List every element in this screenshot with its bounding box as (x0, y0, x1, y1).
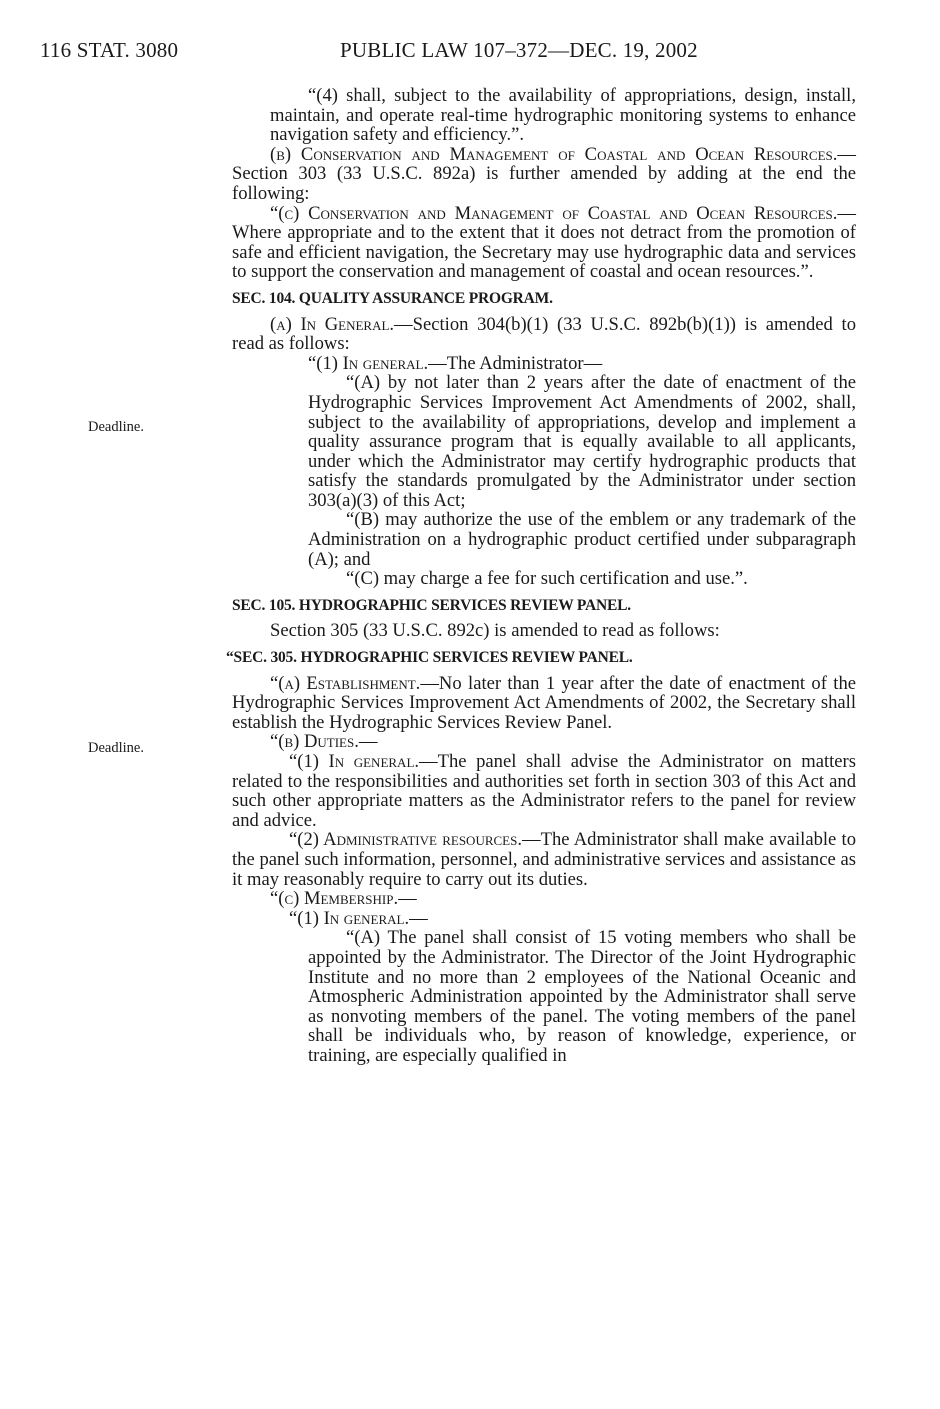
subsection-heading: “(1) In general. (289, 751, 420, 772)
paragraph (232, 204, 856, 282)
paragraph (232, 145, 856, 204)
paragraph (232, 674, 856, 733)
paragraph: “(B) may authorize the use of the emblem or any trademark of the Administration on a hydrographic product certified under subparagraph (A); and (308, 509, 856, 570)
paragraph (232, 752, 856, 830)
subsection-heading: “(1) In general. (308, 352, 429, 374)
section-heading: “SEC. 305. HYDROGRAPHIC SERVICES REVIEW PANEL. (226, 649, 633, 667)
subsection-heading: “(c) Conservation and Management of Coastal and Ocean Resources. (270, 202, 838, 224)
paragraph: “(C) may charge a fee for such certification and use.”. (346, 568, 748, 590)
document-body (226, 85, 856, 1066)
public-law-citation: PUBLIC LAW 107–372—DEC. 19, 2002 (340, 38, 698, 62)
paragraph (232, 732, 856, 752)
paragraph (232, 315, 856, 354)
subsection-heading: “(c) Membership. (270, 888, 399, 910)
paragraph: “(4) shall, subject to the availability of appropriations, design, install, maintain, and operate real-time hydrographic monitoring systems to enhance navigation safety and efficiency.”. (270, 85, 856, 146)
paragraph (232, 354, 856, 374)
paragraph-text: —The panel shall advise the Administrator on matters related to the responsibilities and authorities set forth in section 303 of this Act and such other appropriate matters as the Administrator refers to the panel for review and advice. (232, 751, 856, 831)
subsection-heading: (b) Conservation and Management of Coastal and Ocean Resources. (270, 143, 838, 165)
paragraph (232, 889, 856, 909)
paragraph-text: — (398, 888, 417, 910)
paragraph-text: —The Administrator— (428, 352, 603, 374)
paragraph-text: —Where appropriate and to the extent that it does not detract from the promotion of safe and efficient navigation, the Secretary may use hydrographic data and services to support the conservation and management of coastal and ocean resources.”. (232, 202, 856, 283)
paragraph-text: —Section 303 (33 U.S.C. 892a) is further amended by adding at the end the following: (232, 143, 856, 204)
margin-note-deadline: Deadline. (88, 740, 144, 756)
margin-note-deadline: Deadline. (88, 419, 144, 435)
paragraph (232, 909, 856, 929)
paragraph-text: —Section 304(b)(1) (33 U.S.C. 892b(b)(1)) is amended to read as follows: (232, 313, 856, 355)
paragraph: Section 305 (33 U.S.C. 892c) is amended to read as follows: (270, 620, 720, 642)
subsection-heading: (a) In General. (270, 313, 395, 335)
paragraph-text: — (409, 907, 428, 929)
paragraph: “(A) The panel shall consist of 15 voting members who shall be appointed by the Administrator. The Director of the Joint Hydrographic Institute and no more than 2 employees of the National Oceanic and Atmospheric Administration appointed by the Administrator shall serve as nonvoting members of the panel. The voting members of the panel shall be individuals who, by reason of knowledge, experience, or training, are especially qualified in (308, 927, 856, 1066)
subsection-heading: “(1) In general. (289, 907, 410, 929)
subsection-heading: “(b) Duties. (270, 731, 359, 753)
paragraph-text: —No later than 1 year after the date of enactment of the Hydrographic Services Improvement Act Amendments of 2002, the Secretary shall establish the Hydrographic Services Review Panel. (232, 672, 856, 733)
section-heading: SEC. 104. QUALITY ASSURANCE PROGRAM. (232, 289, 553, 307)
subsection-heading: “(2) Administrative resources. (289, 829, 522, 851)
paragraph-text: —The Administrator shall make available to the panel such information, personnel, and administrative services and assistance as it may reasonably require to carry out its duties. (232, 829, 856, 890)
subsection-heading: “(a) Establishment. (270, 672, 421, 694)
statute-page-number: 116 STAT. 3080 (40, 38, 179, 62)
paragraph: “(A) by not later than 2 years after the date of enactment of the Hydrographic Services Improvement Act Amendments of 2002, shall, subject to the availability of appropriations, develop and implement a quality assurance program that is equally available to all applicants, under which the Administrator may certify hydrographic products that satisfy the standards promulgated by the Administrator under section 303(a)(3) of this Act; (308, 372, 856, 511)
section-heading: SEC. 105. HYDROGRAPHIC SERVICES REVIEW PANEL. (232, 596, 631, 614)
paragraph (232, 830, 856, 889)
paragraph-text: — (358, 731, 378, 753)
